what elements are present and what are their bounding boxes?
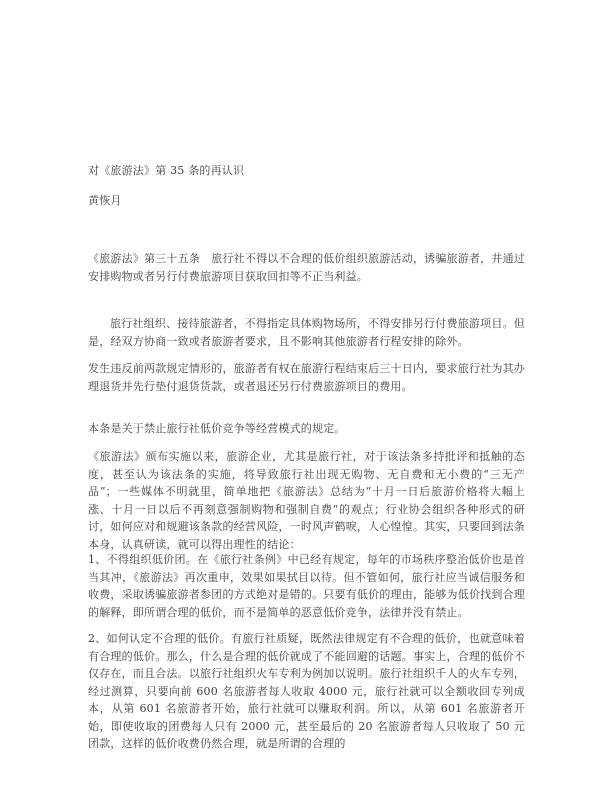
paragraph-background: 《旅游法》颁布实施以来，旅游企业，尤其是旅行社，对于该法条多持批评和抵触的态度，甚至认为该法条的实施，将导致旅行社出现无购物、无自费和无小费的“三无产品”；一些媒体不明就里，简单地把《旅游法》总结为“十月一日后旅游价格将大幅上涨、十月一日以后不再刻意强制购物和强制自费”的观点；行业协会组织各种形式的研讨，如何应对和规避该条款的经营风险，一时风声鹤唳，人心惶惶。其实，只要回到法条本身，认真研读，就可以得出理性的结论： bbox=[88, 450, 525, 551]
paragraph-point-2: 2、如何认定不合理的低价。有旅行社质疑，既然法律规定有不合理的低价，也就意味着有合理的低价。那么，什么是合理的低价就成了不能回避的话题。事实上，合理的低价不仅存在，而且合法。以旅行社组织火车专利为例加以说明。旅行社组织千人的火车专列，经过测算，只要向前 600 名旅游者每人收取 4000 元，旅行社就可以全额收回专列成本，从第 601 名旅游者开始，旅行社就可以赚取利润。所以，从第 601 名旅游者开始，即使收取的团费每人只有 2000 元，甚至最后的 20 名旅游者每人只收取了 50 元团款，这样的低价收费仍然合理，就是所谓的合理的 bbox=[88, 632, 525, 750]
document-title: 对《旅游法》第 35 条的再认识 bbox=[88, 164, 245, 177]
paragraph-summary: 本条是关于禁止旅行社低价竞争等经营模式的规定。 bbox=[88, 422, 346, 435]
paragraph-article-35-clause3: 发生违反前两款规定情形的，旅游者有权在旅游行程结束后三十日内，要求旅行社为其办理退货并先行垫付退货货款，或者退还另行付费旅游项目的费用。 bbox=[88, 362, 525, 393]
paragraph-article-35: 《旅游法》第三十五条 旅行社不得以不合理的低价组织旅游活动，诱骗旅游者，并通过安排购物或者另行付费旅游项目获取回扣等不正当利益。 bbox=[88, 252, 525, 283]
paragraph-point-1: 1、不得组织低价团。在《旅行社条例》中已经有规定，每年的市场秩序整治低价也是首当其冲，《旅游法》再次重申，效果如果拭目以待。但不管如何，旅行社应当诚信服务和收费，采取诱骗旅游者参团的方式绝对是错的。只要有低价的理由，能够为低价找到合理的解释，即所谓合理的低价，而不是简单的恶意低价竞争，法律并没有禁止。 bbox=[88, 553, 525, 619]
paragraph-article-35-clause2: 旅行社组织、接待旅游者，不得指定具体购物场所，不得安排另行付费旅游项目。但是，经双方协商一致或者旅游者要求，且不影响其他旅游者行程安排的除外。 bbox=[88, 317, 525, 348]
document-author: 黄恢月 bbox=[88, 194, 122, 207]
